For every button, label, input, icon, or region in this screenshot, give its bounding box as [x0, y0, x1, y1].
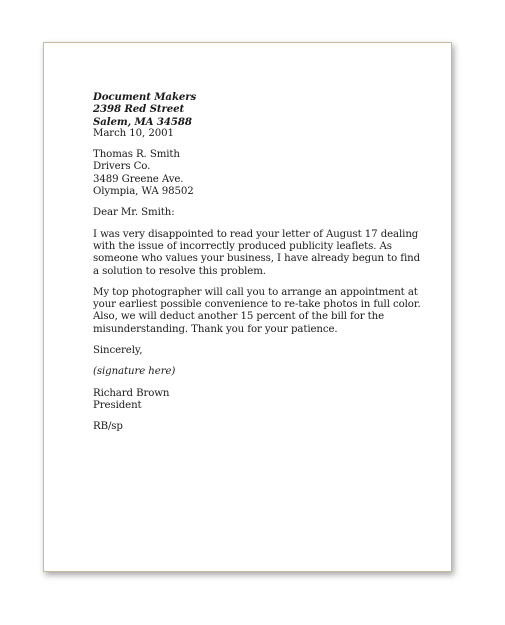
signer-block	[93, 388, 423, 413]
signer-title: President	[93, 399, 142, 411]
salutation: Dear Mr. Smith:	[93, 207, 175, 219]
sender-block	[93, 91, 423, 128]
sender-company: Document Makers	[93, 91, 197, 103]
recipient-name: Thomas R. Smith	[93, 149, 180, 161]
reference-initials: RB/sp	[93, 421, 123, 433]
letter-content	[93, 91, 423, 434]
letter-page	[43, 42, 452, 572]
sender-city: Salem, MA 34588	[93, 115, 192, 128]
signer-name: Richard Brown	[93, 387, 170, 399]
recipient-street: 3489 Greene Ave.	[93, 173, 184, 185]
recipient-city: Olympia, WA 98502	[93, 186, 194, 198]
closing: Sincerely,	[93, 345, 143, 357]
sender-street: 2398 Red Street	[93, 103, 185, 116]
signature-placeholder: (signature here)	[93, 366, 176, 378]
recipient-block	[93, 149, 423, 198]
body-paragraph-2: My top photographer will call you to arrange an appointment at your earliest possible convenience to re-take photos in full color. Also, we will deduct another 15 percent of the bill for the misunderstanding. Thank you for your patience.	[93, 286, 421, 335]
body-paragraph-1: I was very disappointed to read your letter of August 17 dealing with the issue of incorrectly produced publicity leaflets. As someone who values your business, I have already begun to find a solution to resolve this problem.	[93, 228, 421, 277]
recipient-company: Drivers Co.	[93, 161, 151, 173]
letter-date: March 10, 2001	[93, 127, 174, 139]
